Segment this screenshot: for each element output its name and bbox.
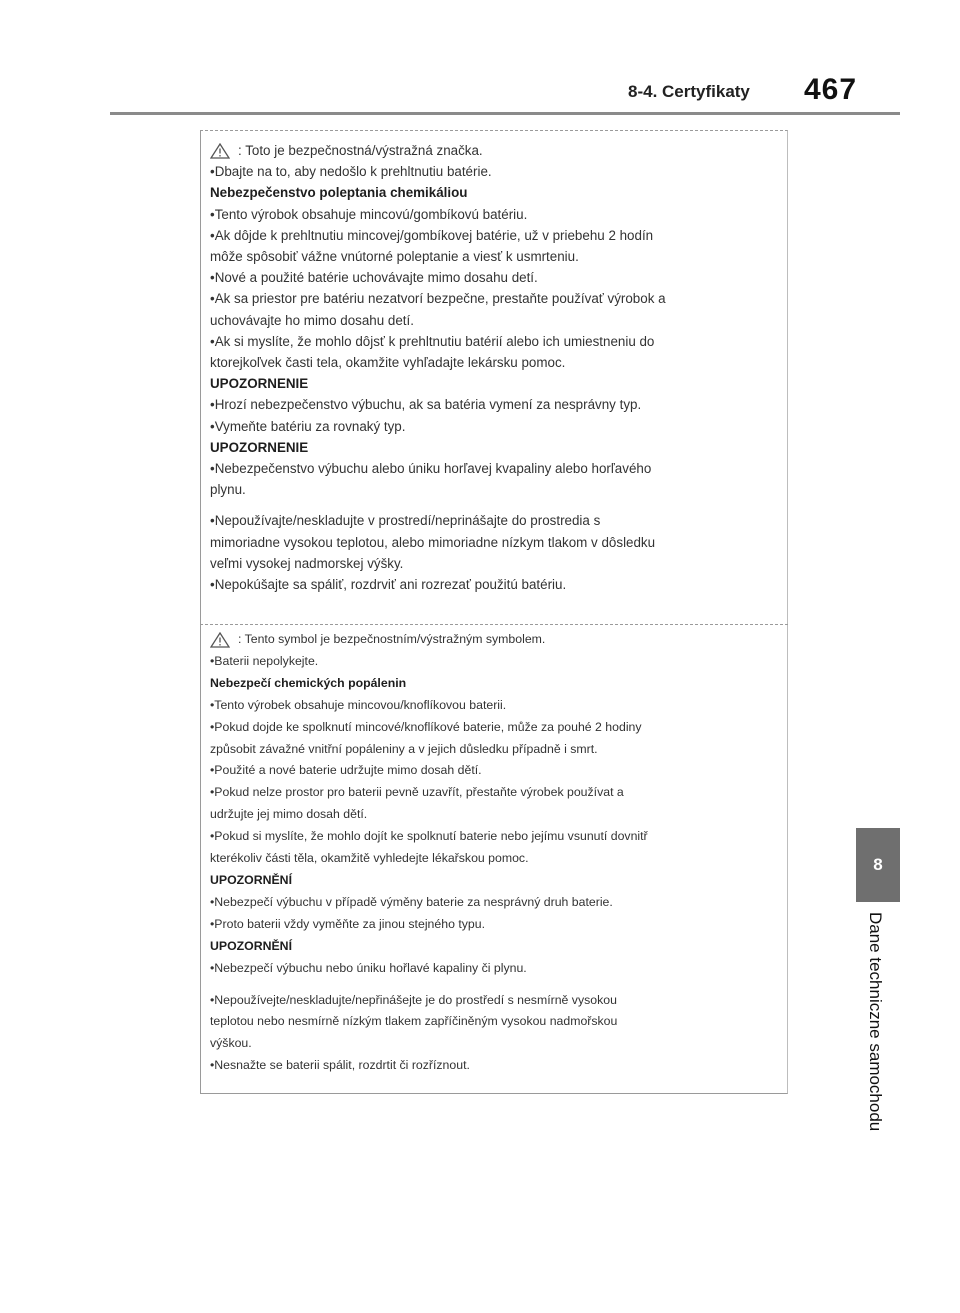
- slovak-text-line: •Nebezpečenstvo výbuchu alebo úniku horľavej kvapaliny alebo horľavého: [210, 461, 652, 477]
- chapter-label: Dane techniczne samochodu: [866, 912, 885, 1132]
- warning-triangle-icon: [210, 632, 230, 648]
- czech-symbol-row: [210, 629, 780, 651]
- slovak-spacer: [210, 500, 780, 510]
- czech-text-line: •Proto baterii vždy vyměňte za jinou stejného typu.: [210, 916, 485, 931]
- slovak-text-line: môže spôsobiť vážne vnútorné poleptanie a viesť k usmrteniu.: [210, 249, 579, 265]
- page-number: 467: [804, 73, 858, 106]
- czech-text-line: teplotou nebo nesmírně nízkým tlakem zapříčiněným vysokou nadmořskou: [210, 1014, 618, 1029]
- warning-triangle-icon: [210, 143, 230, 159]
- section-divider: [200, 624, 788, 625]
- slovak-text-line: •Ak dôjde k prehltnutiu mincovej/gombíkovej batérie, už v priebehu 2 hodín: [210, 227, 654, 243]
- czech-certificate-text: [210, 629, 780, 1077]
- czech-text-line: kterékoliv části těla, okamžitě vyhledejte lékařskou pomoc.: [210, 851, 529, 866]
- czech-text-line: •Nepoužívejte/neskladujte/nepřinášejte je do prostředí s nesmírně vysokou: [210, 992, 617, 1007]
- slovak-heading: Nebezpečenstvo poleptania chemikáliou: [210, 185, 468, 201]
- slovak-symbol-note: : Toto je bezpečnostná/výstražná značka.: [238, 143, 483, 158]
- slovak-heading: UPOZORNENIE: [210, 439, 309, 455]
- czech-text-line: •Pokud nelze prostor pro baterii pevně uzavřít, přestaňte výrobek používat a: [210, 785, 624, 800]
- slovak-text-line: •Dbajte na to, aby nedošlo k prehltnutiu batérie.: [210, 164, 492, 180]
- slovak-text-line: •Vymeňte batériu za rovnaký typ.: [210, 418, 406, 434]
- czech-lines: [210, 651, 780, 1077]
- czech-symbol-note: : Tento symbol je bezpečnostním/výstražným symbolem.: [238, 632, 546, 646]
- slovak-heading: UPOZORNENIE: [210, 376, 309, 392]
- czech-text-line: •Nebezpečí výbuchu nebo úniku hořlavé kapaliny či plynu.: [210, 960, 527, 975]
- slovak-text-line: veľmi vysokej nadmorskej výšky.: [210, 555, 404, 571]
- slovak-text-line: uchovávajte ho mimo dosahu detí.: [210, 312, 414, 328]
- slovak-text-line: mimoriadne vysokou teplotou, alebo mimoriadne nízkym tlakom v dôsledku: [210, 534, 656, 550]
- chapter-number: 8: [873, 855, 883, 874]
- czech-text-line: •Použité a nové baterie udržujte mimo dosah dětí.: [210, 763, 482, 778]
- slovak-text-line: •Hrozí nebezpečenstvo výbuchu, ak sa batéria vymení za nesprávny typ.: [210, 397, 642, 413]
- czech-spacer: [210, 980, 780, 990]
- slovak-text-line: •Ak si myslíte, že mohlo dôjsť k prehltnutiu batérií alebo ich umiestneniu do: [210, 333, 655, 349]
- slovak-text-line: •Tento výrobok obsahuje mincovú/gombíkovú batériu.: [210, 206, 528, 222]
- slovak-text-line: ktorejkoľvek časti tela, okamžite vyhľadajte lekársku pomoc.: [210, 355, 566, 371]
- czech-text-line: •Baterii nepolykejte.: [210, 653, 319, 668]
- header-rule: [110, 112, 900, 115]
- slovak-text-line: plynu.: [210, 482, 246, 498]
- czech-text-line: •Pokud dojde ke spolknutí mincové/knoflíkové baterie, může za pouhé 2 hodiny: [210, 719, 642, 734]
- slovak-text-line: •Ak sa priestor pre batériu nezatvorí bezpečne, prestaňte používať výrobok a: [210, 291, 666, 307]
- czech-text-line: •Nesnažte se baterii spálit, rozdrtit či rozříznout.: [210, 1058, 470, 1073]
- czech-text-line: udržujte jej mimo dosah dětí.: [210, 807, 368, 822]
- czech-text-line: výškou.: [210, 1036, 252, 1051]
- slovak-text-line: •Nepoužívajte/neskladujte v prostredí/neprinášajte do prostredia s: [210, 513, 601, 529]
- slovak-lines: [210, 161, 780, 595]
- chapter-tab[interactable]: [856, 828, 900, 902]
- slovak-symbol-row: [210, 140, 780, 161]
- slovak-certificate-text: [210, 140, 780, 595]
- czech-heading: Nebezpečí chemických popálenin: [210, 675, 407, 690]
- czech-text-line: •Nebezpečí výbuchu v případě výměny baterie za nesprávný druh baterie.: [210, 894, 613, 909]
- czech-text-line: •Pokud si myslíte, že mohlo dojít ke spolknutí baterie nebo jejímu vsunutí dovnitř: [210, 829, 648, 844]
- czech-text-line: způsobit závažné vnitřní popáleniny a v jejich důsledku případně i smrt.: [210, 741, 598, 756]
- slovak-text-line: •Nové a použité batérie uchovávajte mimo dosahu detí.: [210, 270, 538, 286]
- section-title: 8-4. Certyfikaty: [628, 82, 750, 101]
- czech-text-line: •Tento výrobek obsahuje mincovou/knoflíkovou baterii.: [210, 697, 507, 712]
- czech-heading: UPOZORNĚNÍ: [210, 872, 292, 887]
- slovak-text-line: •Nepokúšajte sa spáliť, rozdrviť ani rozrezať použitú batériu.: [210, 577, 567, 593]
- czech-heading: UPOZORNĚNÍ: [210, 938, 292, 953]
